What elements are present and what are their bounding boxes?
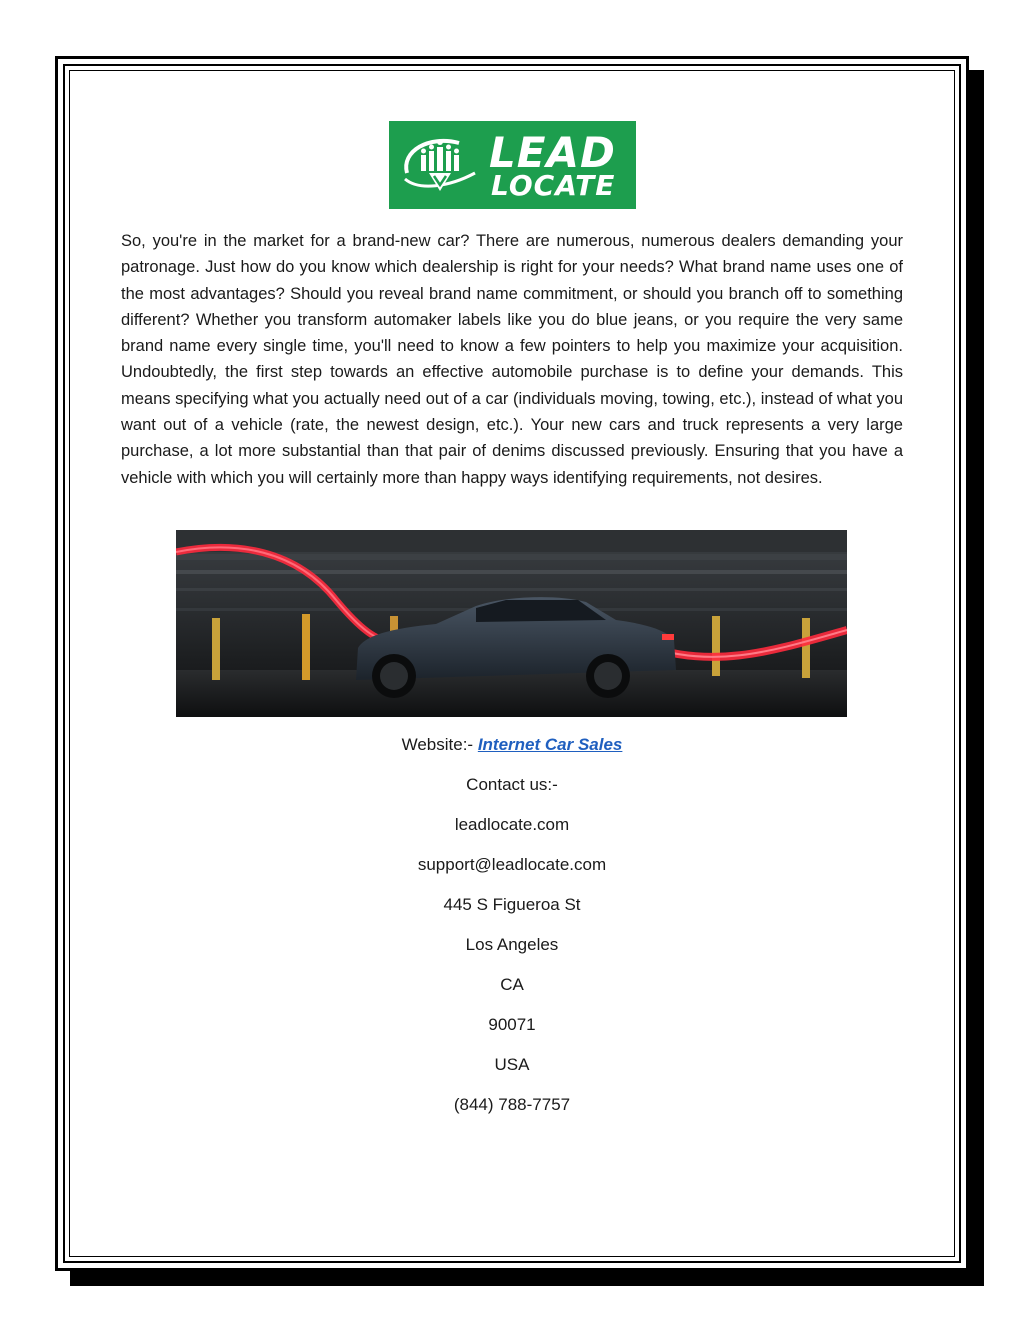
- website-label: Website:-: [401, 735, 478, 754]
- article-paragraph: So, you're in the market for a brand-new car? There are numerous, numerous dealers demanding your patronage. Just how do you know which dealership is right for your needs? What brand name uses one of the most advantages? Should you reveal brand name commitment, or should you branch off to something different? Whether you transform automaker labels like you do blue jeans, or you require the very same brand name every single time, you'll need to know a few pointers to help you maximize your acquisition. Undoubtedly, the first step towards an effective automobile purchase is to define your demands. This means specifying what you actually need out of a car (individuals moving, towing, etc.), instead of what you want out of a vehicle (rate, the newest design, etc.). Your new cars and truck represents a very large purchase, a lot more substantial than that pair of denims discussed previously. Ensuring that you have a vehicle with which you will certainly more than happy ways identifying requirements, not desires.: [121, 232, 903, 487]
- logo-text-locate: LOCATE: [491, 169, 616, 202]
- contact-domain: leadlocate.com: [454, 815, 570, 834]
- contact-label: Contact us:-: [466, 775, 558, 794]
- contact-state: CA: [500, 975, 524, 994]
- contact-zip: 90071: [488, 1015, 536, 1034]
- contact-phone: (844) 788-7757: [453, 1095, 571, 1114]
- car-illustration: [176, 530, 847, 717]
- car-photo: [176, 530, 847, 717]
- contact-city: Los Angeles: [465, 935, 559, 954]
- contact-country: USA: [494, 1055, 530, 1074]
- contact-email: support@leadlocate.com: [417, 855, 607, 874]
- contact-street: 445 S Figueroa St: [443, 895, 581, 914]
- website-link[interactable]: Internet Car Sales: [477, 735, 623, 754]
- lead-locate-logo: [389, 121, 636, 209]
- logo-text-lead: LEAD: [489, 128, 616, 177]
- website-line: [0, 734, 1024, 756]
